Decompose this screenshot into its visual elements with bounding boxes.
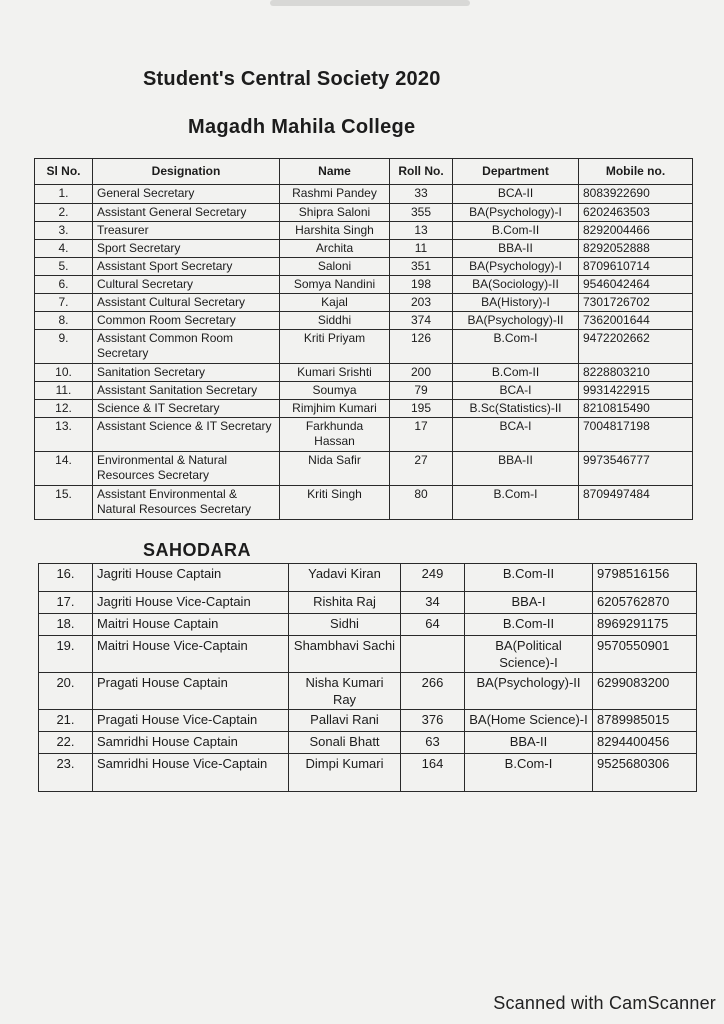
- table-row: [35, 364, 693, 382]
- cell-designation: Maitri House Vice-Captain: [93, 636, 289, 673]
- cell-designation: Common Room Secretary: [93, 312, 280, 330]
- cell-mobile: 9931422915: [579, 382, 693, 400]
- cell-name: Rishita Raj: [289, 592, 401, 614]
- cell-name: Sonali Bhatt: [289, 732, 401, 754]
- cell-name: Somya Nandini: [280, 276, 390, 294]
- cell-sl: 14.: [35, 452, 93, 486]
- cell-designation: Assistant Sport Secretary: [93, 258, 280, 276]
- cell-name: Shipra Saloni: [280, 204, 390, 222]
- table-row: [35, 330, 693, 364]
- cell-mobile: 6299083200: [593, 673, 697, 710]
- table-row: [39, 592, 697, 614]
- header-roll-no: Roll No.: [390, 159, 453, 185]
- cell-name: Shambhavi Sachi: [289, 636, 401, 673]
- cell-designation: Pragati House Captain: [93, 673, 289, 710]
- cell-roll: 64: [401, 614, 465, 636]
- cell-name: Farkhunda Hassan: [280, 418, 390, 452]
- cell-sl: 11.: [35, 382, 93, 400]
- cell-designation: Cultural Secretary: [93, 276, 280, 294]
- cell-roll: 351: [390, 258, 453, 276]
- cell-mobile: 8083922690: [579, 185, 693, 204]
- cell-department: BBA-II: [453, 452, 579, 486]
- table-row: [35, 452, 693, 486]
- cell-name: Nida Safir: [280, 452, 390, 486]
- cell-designation: Assistant General Secretary: [93, 204, 280, 222]
- cell-sl: 4.: [35, 240, 93, 258]
- cell-department: BA(Political Science)-I: [465, 636, 593, 673]
- table-row: [39, 754, 697, 792]
- college-name: Magadh Mahila College: [188, 116, 416, 138]
- cell-department: BA(Psychology)-I: [453, 204, 579, 222]
- table-row: [35, 258, 693, 276]
- cell-designation: Sanitation Secretary: [93, 364, 280, 382]
- table-row: [35, 294, 693, 312]
- cell-sl: 9.: [35, 330, 93, 364]
- central-society-table: [34, 158, 693, 520]
- cell-department: BA(Home Science)-I: [465, 710, 593, 732]
- cell-roll: 200: [390, 364, 453, 382]
- sahodara-table: [38, 563, 697, 792]
- table-row: [35, 276, 693, 294]
- cell-roll: 355: [390, 204, 453, 222]
- cell-designation: Environmental & Natural Resources Secretary: [93, 452, 280, 486]
- cell-roll: 34: [401, 592, 465, 614]
- cell-designation: Pragati House Vice-Captain: [93, 710, 289, 732]
- cell-name: Dimpi Kumari: [289, 754, 401, 792]
- cell-roll: [401, 636, 465, 673]
- table-row: [35, 204, 693, 222]
- cell-department: B.Com-I: [453, 486, 579, 520]
- cell-sl: 19.: [39, 636, 93, 673]
- header-designation: Designation: [93, 159, 280, 185]
- cell-name: Harshita Singh: [280, 222, 390, 240]
- cell-mobile: 7362001644: [579, 312, 693, 330]
- cell-sl: 21.: [39, 710, 93, 732]
- cell-designation: Jagriti House Vice-Captain: [93, 592, 289, 614]
- cell-sl: 12.: [35, 400, 93, 418]
- cell-designation: Assistant Common Room Secretary: [93, 330, 280, 364]
- cell-department: B.Com-II: [453, 364, 579, 382]
- cell-department: BCA-I: [453, 418, 579, 452]
- cell-roll: 126: [390, 330, 453, 364]
- page-title: Student's Central Society 2020: [143, 68, 441, 90]
- cell-mobile: 8210815490: [579, 400, 693, 418]
- cell-sl: 1.: [35, 185, 93, 204]
- cell-department: BA(Psychology)-II: [453, 312, 579, 330]
- cell-name: Rimjhim Kumari: [280, 400, 390, 418]
- cell-department: B.Com-II: [465, 564, 593, 592]
- cell-department: BA(Psychology)-I: [453, 258, 579, 276]
- cell-mobile: 6205762870: [593, 592, 697, 614]
- cell-name: Siddhi: [280, 312, 390, 330]
- cell-sl: 3.: [35, 222, 93, 240]
- cell-sl: 10.: [35, 364, 93, 382]
- cell-department: BBA-II: [453, 240, 579, 258]
- cell-sl: 22.: [39, 732, 93, 754]
- cell-designation: Maitri House Captain: [93, 614, 289, 636]
- cell-designation: Assistant Cultural Secretary: [93, 294, 280, 312]
- cell-designation: Science & IT Secretary: [93, 400, 280, 418]
- cell-department: B.Com-I: [453, 330, 579, 364]
- cell-roll: 376: [401, 710, 465, 732]
- cell-sl: 8.: [35, 312, 93, 330]
- table-row: [35, 486, 693, 520]
- cell-department: B.Com-II: [453, 222, 579, 240]
- cell-department: BA(Sociology)-II: [453, 276, 579, 294]
- cell-department: BBA-II: [465, 732, 593, 754]
- cell-name: Soumya: [280, 382, 390, 400]
- cell-mobile: 9546042464: [579, 276, 693, 294]
- section-title: SAHODARA: [143, 540, 252, 560]
- cell-designation: Samridhi House Vice-Captain: [93, 754, 289, 792]
- cell-mobile: 7301726702: [579, 294, 693, 312]
- cell-name: Kumari Srishti: [280, 364, 390, 382]
- cell-designation: Assistant Science & IT Secretary: [93, 418, 280, 452]
- cell-roll: 203: [390, 294, 453, 312]
- table-row: [39, 732, 697, 754]
- cell-designation: Jagriti House Captain: [93, 564, 289, 592]
- cell-roll: 11: [390, 240, 453, 258]
- scanner-watermark: Scanned with CamScanner: [493, 993, 716, 1013]
- cell-name: Saloni: [280, 258, 390, 276]
- cell-mobile: 9525680306: [593, 754, 697, 792]
- cell-name: Kriti Singh: [280, 486, 390, 520]
- cell-name: Nisha Kumari Ray: [289, 673, 401, 710]
- cell-name: Yadavi Kiran: [289, 564, 401, 592]
- cell-sl: 16.: [39, 564, 93, 592]
- cell-mobile: 8228803210: [579, 364, 693, 382]
- table-row: [39, 636, 697, 673]
- cell-roll: 13: [390, 222, 453, 240]
- table-row: [35, 418, 693, 452]
- cell-mobile: 9798516156: [593, 564, 697, 592]
- cell-designation: Treasurer: [93, 222, 280, 240]
- cell-mobile: 8789985015: [593, 710, 697, 732]
- cell-name: Kriti Priyam: [280, 330, 390, 364]
- cell-department: BA(History)-I: [453, 294, 579, 312]
- cell-mobile: 8969291175: [593, 614, 697, 636]
- table-row: [39, 564, 697, 592]
- central-society-rows: [35, 185, 693, 520]
- cell-roll: 63: [401, 732, 465, 754]
- cell-sl: 5.: [35, 258, 93, 276]
- table-row: [39, 614, 697, 636]
- cell-mobile: 6202463503: [579, 204, 693, 222]
- cell-mobile: 8292052888: [579, 240, 693, 258]
- cell-designation: Samridhi House Captain: [93, 732, 289, 754]
- cell-roll: 79: [390, 382, 453, 400]
- cell-designation: Sport Secretary: [93, 240, 280, 258]
- cell-roll: 198: [390, 276, 453, 294]
- cell-name: Kajal: [280, 294, 390, 312]
- cell-sl: 23.: [39, 754, 93, 792]
- cell-department: BBA-I: [465, 592, 593, 614]
- cell-roll: 266: [401, 673, 465, 710]
- cell-designation: Assistant Sanitation Secretary: [93, 382, 280, 400]
- cell-department: BCA-I: [453, 382, 579, 400]
- table-row: [35, 400, 693, 418]
- scan-shadow: [270, 0, 470, 6]
- cell-roll: 249: [401, 564, 465, 592]
- cell-designation: General Secretary: [93, 185, 280, 204]
- sahodara-rows: [39, 564, 697, 792]
- cell-sl: 17.: [39, 592, 93, 614]
- cell-roll: 195: [390, 400, 453, 418]
- table-row: [35, 312, 693, 330]
- cell-sl: 6.: [35, 276, 93, 294]
- table-row: [35, 222, 693, 240]
- table-row: [39, 710, 697, 732]
- cell-roll: 17: [390, 418, 453, 452]
- cell-mobile: 8709610714: [579, 258, 693, 276]
- cell-department: B.Sc(Statistics)-II: [453, 400, 579, 418]
- cell-department: BA(Psychology)-II: [465, 673, 593, 710]
- cell-sl: 7.: [35, 294, 93, 312]
- cell-sl: 18.: [39, 614, 93, 636]
- table-row: [35, 185, 693, 204]
- cell-name: Pallavi Rani: [289, 710, 401, 732]
- cell-mobile: 8292004466: [579, 222, 693, 240]
- cell-name: Archita: [280, 240, 390, 258]
- cell-roll: 164: [401, 754, 465, 792]
- cell-mobile: 8294400456: [593, 732, 697, 754]
- cell-sl: 15.: [35, 486, 93, 520]
- header-department: Department: [453, 159, 579, 185]
- header-name: Name: [280, 159, 390, 185]
- cell-name: Sidhi: [289, 614, 401, 636]
- cell-roll: 374: [390, 312, 453, 330]
- cell-sl: 13.: [35, 418, 93, 452]
- table-row: [35, 382, 693, 400]
- cell-mobile: 7004817198: [579, 418, 693, 452]
- cell-sl: 2.: [35, 204, 93, 222]
- cell-roll: 27: [390, 452, 453, 486]
- cell-mobile: 9472202662: [579, 330, 693, 364]
- cell-department: B.Com-II: [465, 614, 593, 636]
- table-row: [39, 673, 697, 710]
- cell-department: BCA-II: [453, 185, 579, 204]
- cell-roll: 33: [390, 185, 453, 204]
- cell-department: B.Com-I: [465, 754, 593, 792]
- cell-mobile: 8709497484: [579, 486, 693, 520]
- cell-designation: Assistant Environmental & Natural Resources Secretary: [93, 486, 280, 520]
- cell-roll: 80: [390, 486, 453, 520]
- cell-mobile: 9570550901: [593, 636, 697, 673]
- cell-mobile: 9973546777: [579, 452, 693, 486]
- table-row: [35, 240, 693, 258]
- header-mobile-no: Mobile no.: [579, 159, 693, 185]
- header-sl-no: Sl No.: [35, 159, 93, 185]
- cell-name: Rashmi Pandey: [280, 185, 390, 204]
- cell-sl: 20.: [39, 673, 93, 710]
